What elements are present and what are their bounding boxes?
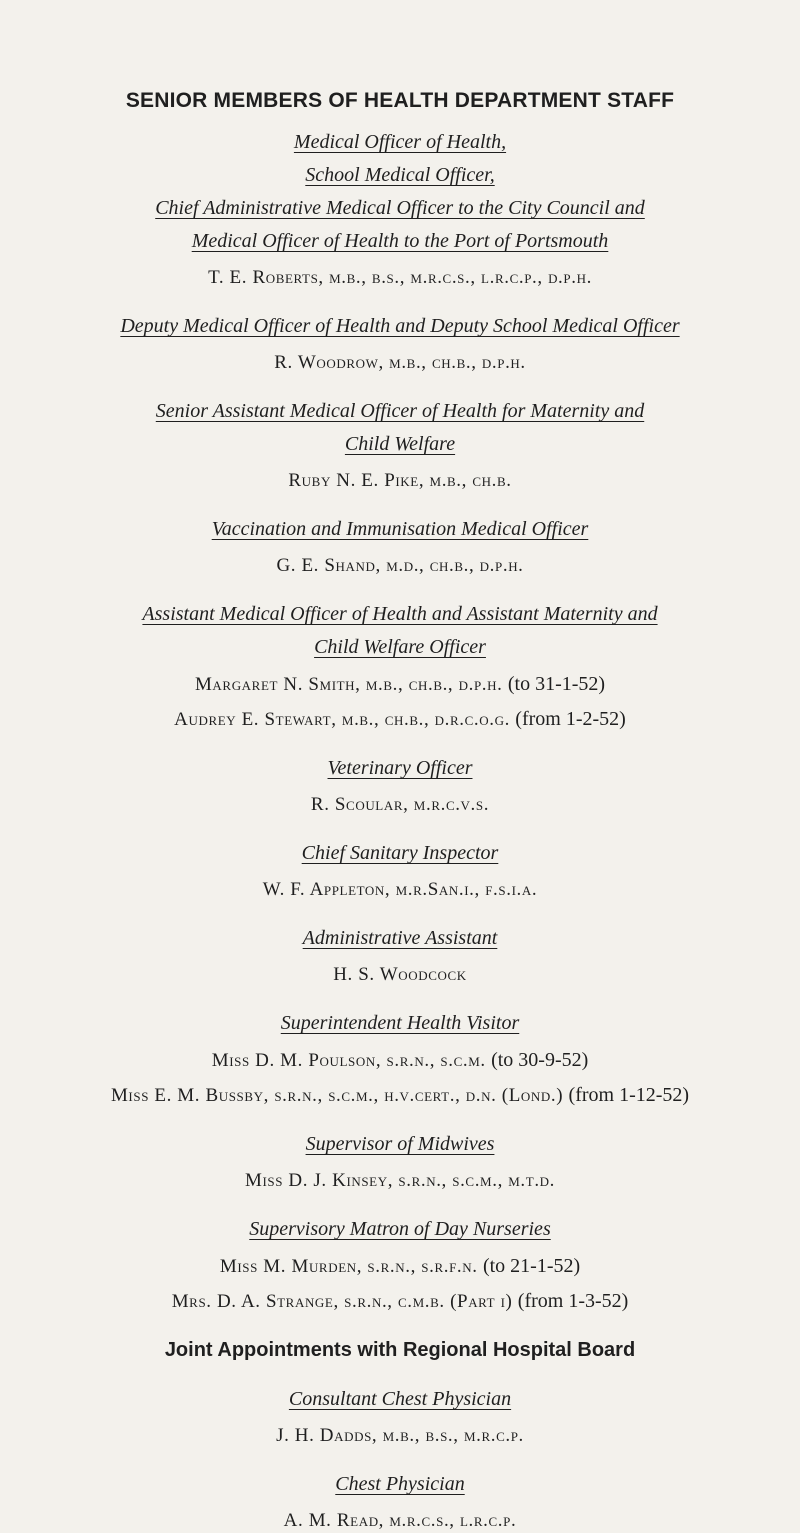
role-title: Chief Administrative Medical Officer to the City Council and	[155, 197, 645, 219]
staff-name: R. Woodrow, m.b., ch.b., d.p.h.	[274, 352, 526, 373]
role-title: Deputy Medical Officer of Health and Deputy School Medical Officer	[120, 315, 680, 337]
staff-name: A. M. Read, m.r.c.s., l.r.c.p.	[283, 1510, 517, 1531]
appointment-date: (from 1-12-52)	[568, 1084, 690, 1106]
staff-section	[0, 602, 800, 732]
role-title: Medical Officer of Health,	[293, 131, 507, 153]
staff-name-line	[0, 672, 800, 697]
staff-section	[0, 517, 800, 578]
joint-staff-sections	[0, 1387, 800, 1533]
joint-appointments-heading: Joint Appointments with Regional Hospital Board	[164, 1339, 636, 1361]
role-title: Assistant Medical Officer of Health and Assistant Maternity and	[142, 603, 658, 625]
role-title: School Medical Officer,	[305, 164, 495, 186]
staff-name-line	[0, 1169, 800, 1193]
staff-name-line	[0, 1254, 800, 1279]
staff-section	[0, 1011, 800, 1108]
role-title: Chest Physician	[335, 1473, 465, 1495]
page-title: SENIOR MEMBERS OF HEALTH DEPARTMENT STAFF	[125, 89, 675, 112]
appointment-date: (to 30-9-52)	[491, 1049, 589, 1071]
staff-name-line	[0, 878, 800, 902]
staff-section	[0, 841, 800, 902]
staff-name: Miss D. M. Poulson, s.r.n., s.c.m.	[211, 1050, 486, 1071]
staff-sections	[0, 130, 800, 1314]
appointment-date: (from 1-3-52)	[517, 1290, 629, 1312]
staff-name: Audrey E. Stewart, m.b., ch.b., d.r.c.o.g.	[174, 709, 510, 730]
role-title: Vaccination and Immunisation Medical Officer	[211, 518, 589, 540]
staff-name-line	[0, 266, 800, 290]
staff-section	[0, 1472, 800, 1533]
staff-name-line	[0, 1083, 800, 1108]
staff-name: G. E. Shand, m.d., ch.b., d.p.h.	[276, 555, 524, 576]
staff-section	[0, 314, 800, 375]
staff-name-line	[0, 351, 800, 375]
staff-name-line	[0, 554, 800, 578]
staff-name-line	[0, 1289, 800, 1314]
staff-name: Ruby N. E. Pike, m.b., ch.b.	[288, 470, 512, 491]
staff-section	[0, 1387, 800, 1448]
staff-section	[0, 399, 800, 493]
role-title: Chief Sanitary Inspector	[301, 842, 499, 864]
staff-name-line	[0, 963, 800, 987]
staff-section	[0, 1217, 800, 1314]
staff-name: Miss D. J. Kinsey, s.r.n., s.c.m., m.t.d.	[244, 1170, 556, 1191]
role-title: Child Welfare Officer	[314, 636, 486, 658]
role-title: Consultant Chest Physician	[288, 1388, 512, 1410]
staff-name: Miss E. M. Bussby, s.r.n., s.c.m., h.v.cert., d.n. (Lond.)	[110, 1085, 564, 1106]
role-title: Supervisor of Midwives	[305, 1133, 495, 1155]
role-title: Veterinary Officer	[327, 757, 473, 779]
role-title: Medical Officer of Health to the Port of Portsmouth	[191, 230, 609, 252]
staff-name: T. E. Roberts, m.b., b.s., m.r.c.s., l.r.c.p., d.p.h.	[208, 267, 592, 288]
role-title: Senior Assistant Medical Officer of Health for Maternity and	[155, 400, 645, 422]
role-title: Child Welfare	[344, 433, 456, 455]
staff-name: J. H. Dadds, m.b., b.s., m.r.c.p.	[276, 1425, 524, 1446]
staff-name-line	[0, 1509, 800, 1533]
staff-name: Mrs. D. A. Strange, s.r.n., c.m.b. (Part i)	[171, 1291, 513, 1312]
staff-section	[0, 1132, 800, 1193]
staff-name: R. Scoular, m.r.c.v.s.	[310, 794, 490, 815]
staff-name-line	[0, 707, 800, 732]
role-title: Supervisory Matron of Day Nurseries	[249, 1218, 551, 1240]
staff-section	[0, 756, 800, 817]
appointment-date: (from 1-2-52)	[515, 708, 626, 730]
staff-name: Margaret N. Smith, m.b., ch.b., d.p.h.	[194, 674, 503, 695]
staff-name-line	[0, 1424, 800, 1448]
appointment-date: (to 31-1-52)	[507, 673, 606, 695]
staff-name: H. S. Woodcock	[333, 964, 467, 985]
staff-section	[0, 926, 800, 987]
staff-name-line	[0, 469, 800, 493]
role-title: Superintendent Health Visitor	[280, 1012, 520, 1034]
staff-name-line	[0, 793, 800, 817]
staff-name: Miss M. Murden, s.r.n., s.r.f.n.	[219, 1256, 478, 1277]
staff-section	[0, 130, 800, 290]
role-title: Administrative Assistant	[302, 927, 498, 949]
staff-name-line	[0, 1048, 800, 1073]
appointment-date: (to 21-1-52)	[482, 1255, 581, 1277]
staff-name: W. F. Appleton, m.r.San.i., f.s.i.a.	[262, 879, 538, 900]
